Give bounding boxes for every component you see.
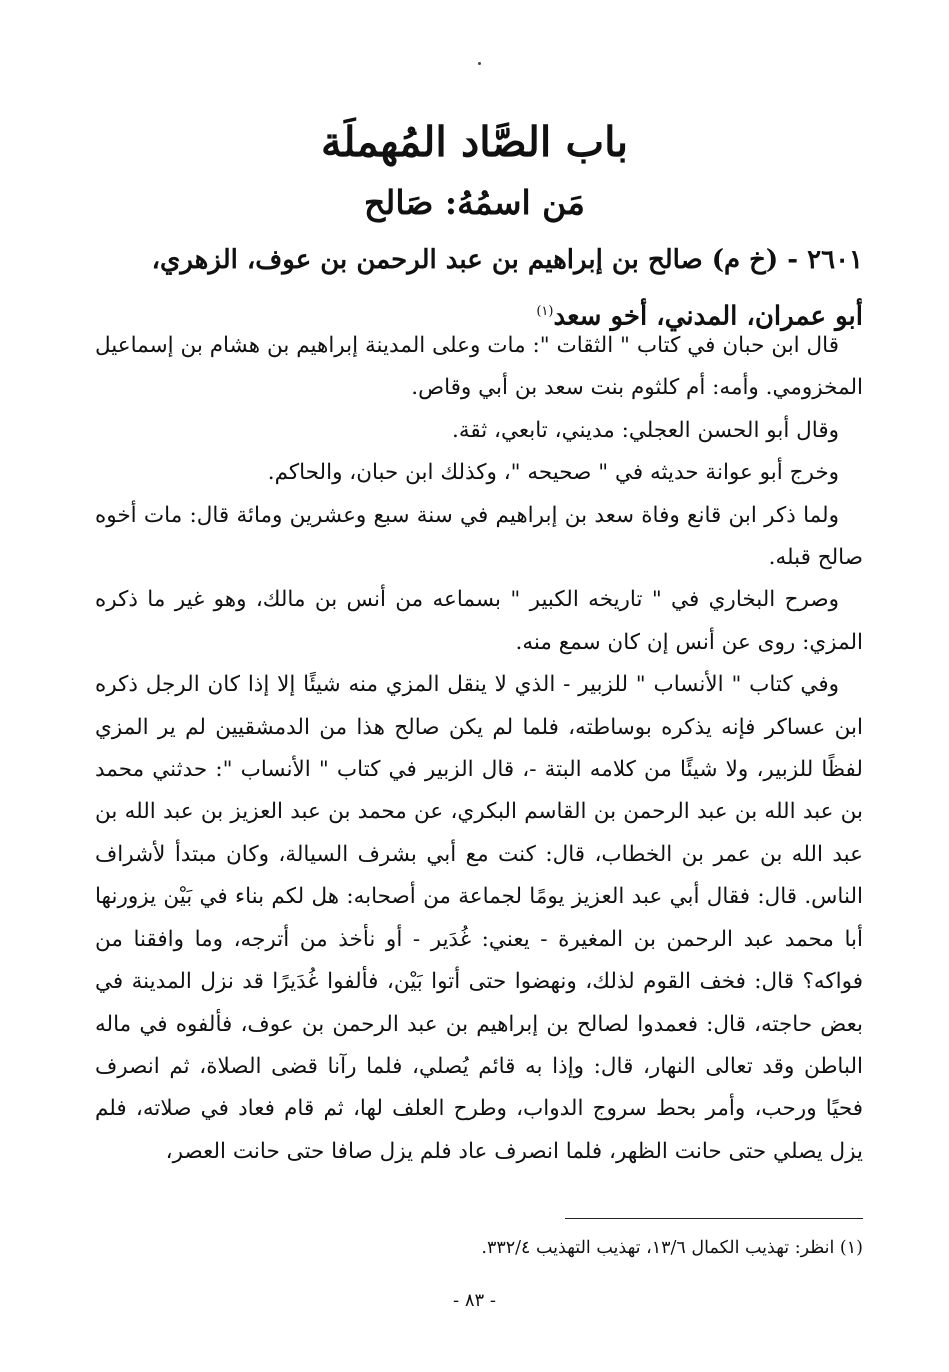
paragraph: وخرج أبو عوانة حديثه في " صحيحه "، وكذلك ابن حبان، والحاكم. [267,460,839,486]
entry-heading-line1: ٢٦٠١ - (خ م) صالح بن إبراهيم بن عبد الرحمن بن عوف، الزهري، [151,245,863,275]
paragraph: وقال أبو الحسن العجلي: مديني، تابعي، ثقة. [451,417,839,443]
page-number: - ٨٣ - [453,1290,496,1311]
footnote-reference: (١) [536,304,554,319]
body-text [95,325,863,1173]
paragraph: وصرح البخاري في " تاريخه الكبير " بسماعه من أنس بن مالك، وهو غير ما ذكره المزي: روى عن أنس إن كان سمع منه. [95,587,863,655]
footnote-divider [565,1218,863,1219]
entry-heading-line2-text: أبو عمران، المدني، أخو سعد [553,301,863,332]
paragraph: وفي كتاب " الأنساب " للزبير - الذي لا ينقل المزي منه شيئًا إلا إذا كان الرجل ذكره ابن عساكر فإنه يذكره بوساطته، فلما لم يكن صالح هذا من الدمشقيين لم ير المزي لفظًا للزبير، ولا شيئًا من كلامه البتة -، قال الزبير في كتاب " الأنساب ": حدثني محمد بن عبد الله بن عبد الرحمن بن القاسم البكري، عن محمد بن عبد العزيز بن عبد الله بن عبد الله بن عمر بن الخطاب، قال: كنت مع أبي بشرف السيالة، وكان مبتدأ لأشراف الناس. قال: فقال أبي عبد العزيز يومًا لجماعة من أصحابه: هل لكم بناء في بَيْن يزورنها أبا محمد عبد الرحمن بن المغيرة - يعني: غُدَير - أو نأخذ من أترجه، وما وافقنا من فواكه؟ قال: فخف القوم لذلك، ونهضوا حتى أتوا بَيْن، فألفوا غُدَيرًا قد نزل المدينة في بعض حاجته، قال: فعمدوا لصالح بن إبراهيم بن عبد الرحمن بن عوف، فألفوه في ماله الباطن وقد تعالى النهار، قال: وإذا به قائم يُصلي، فلما رآنا قضى الصلاة، ثم انصرف فحيًا ورحب، وأمر بحط سروج الدواب، وطرح العلف لها، ثم قام فعاد في صلاته، فلم يزل يصلي حتى حانت الظهر، فلما انصرف عاد فلم يزل صافا حتى حانت العصر، [95,672,863,1164]
paragraph: قال ابن حبان في كتاب " الثقات ": مات وعلى المدينة إبراهيم بن هشام بن إسماعيل المخزومي. وأمه: أم كلثوم بنت سعد بن أبي وقاص. [95,333,863,401]
chapter-title: باب الصَّاد المُهملَة [321,118,628,166]
paragraph: ولما ذكر ابن قانع وفاة سعد بن إبراهيم في سنة سبع وعشرين ومائة قال: مات أخوه صالح قبله. [95,502,863,571]
section-title: مَن اسمُهُ: صَالح [364,183,585,222]
scan-speck [478,62,481,65]
footnote: (١) انظر: تهذيب الكمال ١٣/٦، تهذيب التهذيب ٣٣٢/٤. [481,1238,863,1258]
